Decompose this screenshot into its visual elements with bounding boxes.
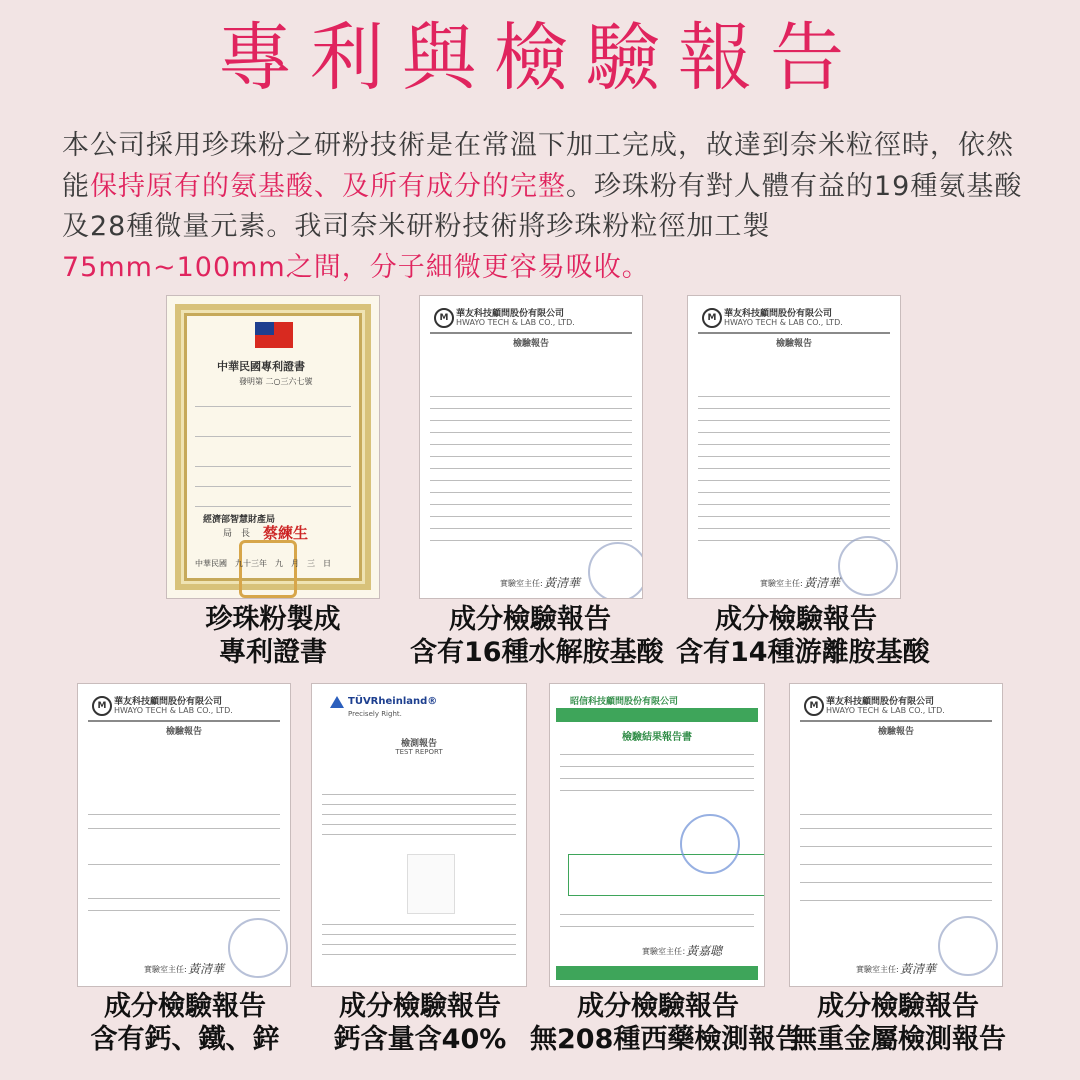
zhaoxin-report-image bbox=[550, 684, 764, 986]
hwayo-logo-icon: M bbox=[702, 308, 722, 328]
patent-office: 經濟部智慧財產局 bbox=[203, 515, 276, 525]
caption-subtitle: 含有14種游離胺基酸 bbox=[676, 637, 930, 668]
signature: 黃清華 bbox=[804, 576, 841, 590]
tuv-report-image bbox=[312, 684, 526, 986]
caption-title: 成分檢驗報告 bbox=[577, 991, 739, 1022]
caption-minerals bbox=[70, 990, 300, 1056]
caption-title: 成分檢驗報告 bbox=[715, 604, 877, 635]
sign-label: 實驗室主任: bbox=[500, 579, 543, 588]
sample-photo bbox=[407, 854, 455, 914]
footer-bar bbox=[556, 966, 758, 980]
report-company: 華友科技顧問股份有限公司 bbox=[114, 697, 223, 707]
signature: 黃清華 bbox=[188, 962, 225, 976]
caption-patent bbox=[183, 603, 363, 669]
report-company: 華友科技顧問股份有限公司 bbox=[724, 309, 833, 319]
tuv-report-en: TEST REPORT bbox=[395, 748, 443, 756]
stamp-mark bbox=[588, 542, 642, 598]
intro-paragraph bbox=[62, 126, 1032, 288]
signature: 黃清華 bbox=[900, 962, 937, 976]
hwayo-logo-icon: M bbox=[804, 696, 824, 716]
report-title: 檢驗報告 bbox=[165, 727, 202, 737]
caption-subtitle: 鈣含量含40% bbox=[333, 1024, 507, 1055]
patent-chief-name: 蔡練生 bbox=[263, 524, 309, 542]
patent-certificate-image bbox=[167, 296, 379, 598]
caption-calcium bbox=[310, 990, 530, 1056]
sign-label: 實驗室主任: bbox=[144, 965, 187, 974]
tuv-report-title: 檢測報告 bbox=[400, 739, 437, 749]
caption-title: 珍珠粉製成 bbox=[205, 604, 341, 635]
tuv-slogan: Precisely Right. bbox=[348, 710, 402, 718]
sign-label: 實驗室主任： bbox=[642, 947, 690, 956]
patent-heading: 中華民國專利證書 bbox=[217, 360, 305, 373]
hwayo-logo-icon: M bbox=[434, 308, 454, 328]
intro-text-1: 本公司採用珍珠粉之研粉技術是在常溫下加工完成，故達到奈米粒徑時，依然能 bbox=[62, 130, 1014, 202]
stamp-mark bbox=[228, 918, 288, 978]
report-company: 華友科技顧問股份有限公司 bbox=[456, 309, 565, 319]
intro-text-2: 。珍珠粉有對人體有益的19種氨基酸及28種微量元素。我司奈米研粉技術將珍珠粉粒徑加工製 bbox=[62, 170, 1023, 242]
tuv-brand: TÜVRheinland® bbox=[348, 696, 438, 707]
stamp-mark bbox=[838, 536, 898, 596]
hwayo-report-3-image bbox=[78, 684, 290, 986]
caption-subtitle: 無重金屬檢測報告 bbox=[790, 1024, 1006, 1055]
intro-highlight-1: 保持原有的氨基酸、及所有成分的完整 bbox=[90, 170, 566, 202]
flag-icon bbox=[255, 322, 293, 348]
caption-subtitle: 含有鈣、鐵、鋅 bbox=[90, 1024, 280, 1055]
zhaoxin-company: 昭信科技顧問股份有限公司 bbox=[570, 697, 679, 707]
hwayo-report-4-image bbox=[790, 684, 1002, 986]
caption-drugs bbox=[530, 990, 803, 1056]
patent-number: 發明第 二○三六七號 bbox=[239, 377, 313, 386]
seal-stamp bbox=[239, 540, 297, 598]
report-company-en: HWAYO TECH & LAB CO., LTD. bbox=[826, 706, 945, 715]
caption-title: 成分檢驗報告 bbox=[449, 604, 611, 635]
caption-title: 成分檢驗報告 bbox=[104, 991, 266, 1022]
report-title: 檢驗報告 bbox=[512, 339, 549, 349]
report-title: 檢驗報告 bbox=[775, 339, 812, 349]
signature: 黃嘉聰 bbox=[686, 944, 723, 958]
report-title: 檢驗報告 bbox=[877, 727, 914, 737]
page-title: 專利與檢驗報告 bbox=[218, 15, 862, 101]
patent-date: 中華民國 九十三年 九 月 三 日 bbox=[195, 559, 331, 568]
signature: 黃清華 bbox=[544, 576, 581, 590]
stamp-mark bbox=[680, 814, 740, 874]
caption-subtitle: 無208種西藥檢測報告 bbox=[530, 1024, 803, 1055]
hwayo-logo-icon: M bbox=[92, 696, 112, 716]
caption-title: 成分檢驗報告 bbox=[817, 991, 979, 1022]
caption-amino-16 bbox=[410, 603, 664, 669]
header-bar bbox=[556, 708, 758, 722]
stamp-mark bbox=[938, 916, 998, 976]
zhaoxin-report-title: 檢驗結果報告書 bbox=[622, 732, 692, 743]
sign-label: 實驗室主任: bbox=[856, 965, 899, 974]
report-company-en: HWAYO TECH & LAB CO., LTD. bbox=[114, 706, 233, 715]
caption-title: 成分檢驗報告 bbox=[339, 991, 501, 1022]
sign-label: 實驗室主任: bbox=[760, 579, 803, 588]
tuv-logo-icon bbox=[330, 696, 344, 708]
report-company-en: HWAYO TECH & LAB CO., LTD. bbox=[724, 318, 843, 327]
caption-subtitle: 含有16種水解胺基酸 bbox=[410, 637, 664, 668]
caption-subtitle: 專利證書 bbox=[219, 637, 327, 668]
patent-chief-label: 局 長 bbox=[223, 529, 251, 539]
intro-highlight-2: 75mm~100mm之間，分子細微更容易吸收。 bbox=[62, 251, 650, 283]
caption-heavy-metals bbox=[788, 990, 1008, 1056]
caption-amino-14 bbox=[676, 603, 930, 669]
report-company-en: HWAYO TECH & LAB CO., LTD. bbox=[456, 318, 575, 327]
hwayo-report-1-image bbox=[420, 296, 642, 598]
hwayo-report-2-image bbox=[688, 296, 900, 598]
report-company: 華友科技顧問股份有限公司 bbox=[826, 697, 935, 707]
